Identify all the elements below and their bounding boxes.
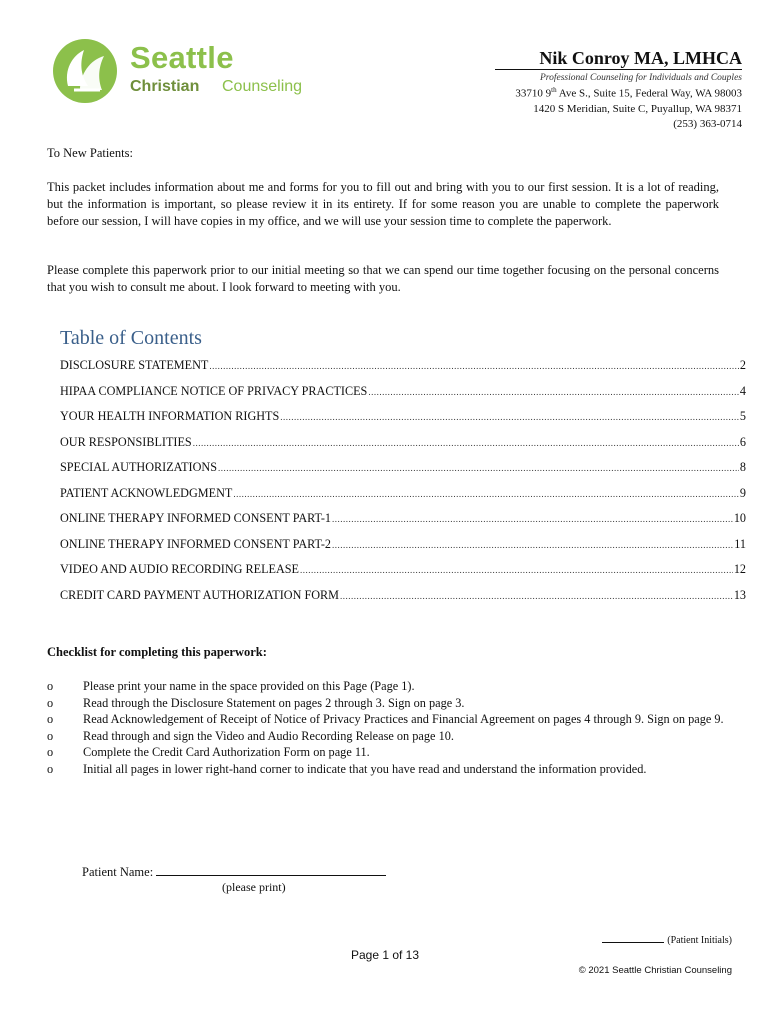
intro-paragraph-2: Please complete this paperwork prior to our initial meeting so that we can spend our time together focusing on the personal concerns that you wish to consult me about. I look forward to meeting with you. — [47, 263, 719, 294]
toc-entry-label: SPECIAL AUTHORIZATIONS — [60, 460, 217, 474]
intro-paragraph-1: This packet includes information about me and forms for you to fill out and bring with you to our first session. It is a lot of reading, but the information is important, so please review it in its entirety. If for some reason you are unable to complete the paperwork before our session, I will have copies in my office, and we will use your session time to complete the paperwork. — [47, 180, 719, 228]
toc-entry-page: 4 — [739, 383, 746, 398]
toc-leader-dots — [280, 409, 739, 424]
phone-number: (253) 363-0714 — [673, 117, 742, 130]
toc-entry-page: 12 — [733, 562, 746, 576]
bullet: o — [47, 761, 54, 776]
logo-word-christian: Christian — [130, 78, 200, 95]
practitioner-name: Nik Conroy MA, LMHCA — [495, 47, 742, 70]
checklist-item — [47, 728, 737, 745]
toc-entry-label: ONLINE THERAPY INFORMED CONSENT PART-2 — [60, 536, 332, 551]
toc-leader-dots — [300, 562, 733, 577]
table-of-contents — [60, 358, 746, 613]
checklist-item-text: Please print your name in the space provided on this Page (Page 1). — [83, 679, 415, 693]
toc-entry[interactable] — [60, 460, 746, 486]
toc-entry[interactable] — [60, 435, 746, 461]
toc-entry[interactable] — [60, 409, 746, 435]
toc-title: Table of Contents — [60, 327, 202, 349]
checklist-item — [47, 744, 737, 761]
logo-word-counseling: Counseling — [222, 78, 303, 95]
checklist-item-text: Read through the Disclosure Statement on pages 2 through 3. Sign on page 3. — [83, 695, 465, 710]
toc-leader-dots — [209, 358, 739, 373]
patient-name-field[interactable] — [156, 863, 386, 876]
toc-leader-dots — [193, 435, 739, 450]
copyright: © 2021 Seattle Christian Counseling — [578, 965, 732, 976]
address-line-1 — [442, 83, 742, 102]
toc-entry-label: DISCLOSURE STATEMENT — [60, 358, 209, 372]
toc-leader-dots — [340, 588, 733, 603]
patient-initials-label: (Patient Initials) — [667, 935, 732, 946]
address-line-2: 1420 S Meridian, Suite C, Puyallup, WA 98371 — [533, 102, 742, 115]
bullet: o — [47, 728, 54, 743]
checklist-item — [47, 695, 737, 712]
checklist-item-text: Read Acknowledgement of Receipt of Notice of Privacy Practices and Financial Agreement on pages 4 through 9. Sign on page 9. — [83, 712, 724, 726]
toc-leader-dots — [332, 511, 733, 526]
toc-entry[interactable] — [60, 588, 746, 614]
toc-entry[interactable] — [60, 537, 746, 563]
patient-initials-field[interactable] — [602, 933, 664, 943]
toc-entry[interactable] — [60, 384, 746, 410]
patient-initials-row — [602, 933, 732, 946]
toc-entry-page: 9 — [739, 485, 746, 500]
toc-leader-dots — [332, 537, 733, 552]
toc-entry-label: VIDEO AND AUDIO RECORDING RELEASE — [60, 562, 299, 576]
checklist-item-text: Complete the Credit Card Authorization Form on page 11. — [83, 745, 370, 759]
toc-entry-page: 13 — [733, 587, 746, 602]
bullet: o — [47, 745, 54, 759]
toc-entry-label: CREDIT CARD PAYMENT AUTHORIZATION FORM — [60, 587, 339, 602]
bullet: o — [47, 695, 54, 710]
address-suffix: th — [551, 86, 557, 94]
address-rest: Ave S., Suite 15, Federal Way, WA 98003 — [556, 87, 742, 100]
greeting: To New Patients: — [47, 146, 133, 160]
patient-name-label: Patient Name: — [82, 865, 154, 879]
toc-entry-page: 5 — [739, 409, 746, 423]
patient-name-hint: (please print) — [222, 880, 286, 894]
tagline: Professional Counseling for Individuals and Couples — [539, 73, 742, 83]
toc-entry-page: 10 — [733, 511, 746, 525]
header-contact — [442, 47, 742, 132]
toc-entry-page: 2 — [739, 358, 746, 372]
toc-leader-dots — [218, 460, 739, 475]
toc-entry[interactable] — [60, 358, 746, 384]
toc-entry[interactable] — [60, 511, 746, 537]
toc-entry-page: 11 — [734, 536, 746, 551]
checklist-item — [47, 711, 737, 728]
checklist-item-text: Read through and sign the Video and Audio Recording Release on page 10. — [83, 728, 454, 743]
toc-entry[interactable] — [60, 562, 746, 588]
logo — [50, 36, 330, 106]
page-number: Page 1 of 13 — [350, 948, 420, 962]
bullet: o — [47, 679, 54, 693]
leaf-circle-logo-icon — [50, 36, 122, 108]
checklist-item-text: Initial all pages in lower right-hand corner to indicate that you have read and understand the information provided. — [83, 761, 647, 776]
checklist-item — [47, 678, 737, 695]
checklist-title: Checklist for completing this paperwork: — [47, 645, 267, 659]
address-number: 33710 9 — [515, 87, 552, 100]
checklist-item — [47, 761, 737, 778]
toc-leader-dots — [368, 384, 739, 399]
patient-name-row — [82, 863, 386, 880]
toc-leader-dots — [233, 486, 739, 501]
toc-entry-page: 8 — [739, 460, 746, 474]
checklist — [47, 678, 737, 777]
toc-entry-label: YOUR HEALTH INFORMATION RIGHTS — [60, 409, 280, 423]
bullet: o — [47, 712, 54, 726]
toc-entry-label: ONLINE THERAPY INFORMED CONSENT PART-1 — [60, 511, 332, 525]
toc-entry-label: HIPAA COMPLIANCE NOTICE OF PRIVACY PRACTICES — [60, 383, 368, 398]
toc-entry[interactable] — [60, 486, 746, 512]
toc-entry-page: 6 — [739, 434, 746, 449]
logo-word-seattle: Seattle — [130, 40, 234, 75]
toc-entry-label: PATIENT ACKNOWLEDGMENT — [60, 485, 233, 500]
toc-entry-label: OUR RESPONSIBLITIES — [60, 434, 192, 449]
